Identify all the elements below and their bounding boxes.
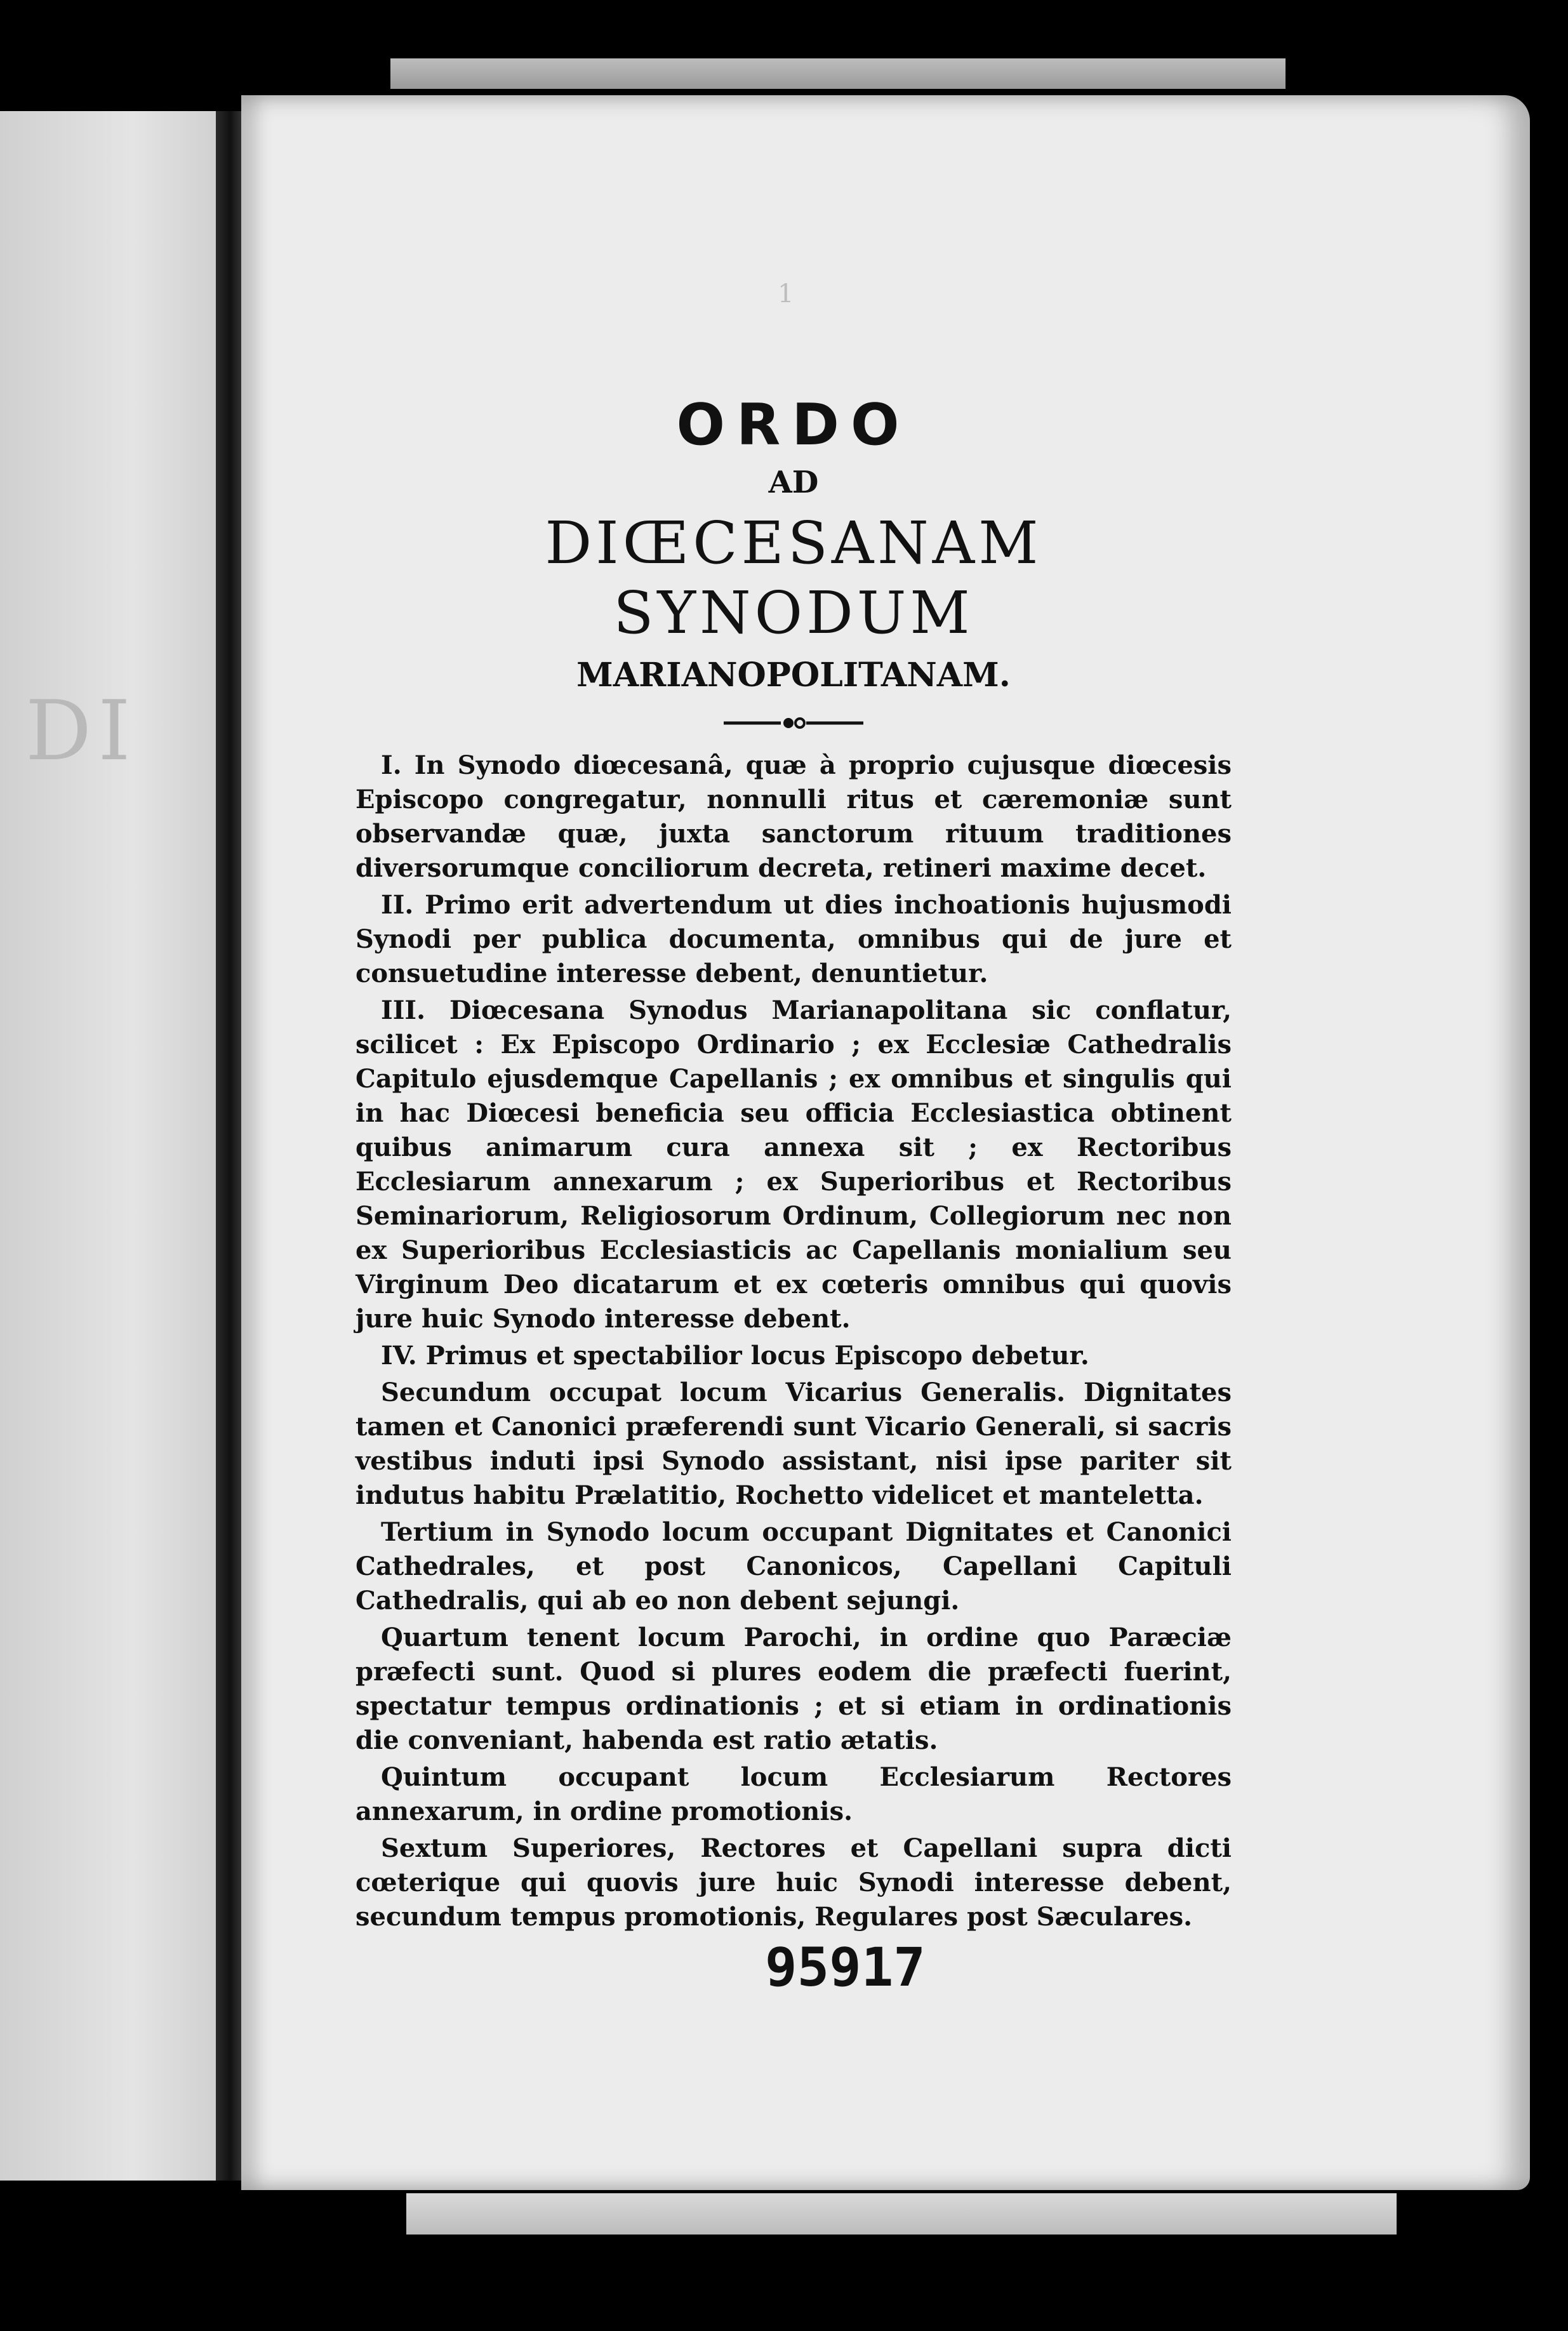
previous-page-edge — [0, 111, 222, 2181]
paragraph-6: Tertium in Synodo locum occupant Dignitates et Canonici Cathedrales, et post Canonicos, Capellani Capituli Cathedralis, qui ab eo non debent sejungi. — [355, 1517, 1232, 1616]
scan-bottom-strip — [406, 2193, 1397, 2235]
paragraph-5: Secundum occupat locum Vicarius Generalis. Dignitates tamen et Canonici præferendi sunt Vicario Generali, si sacris vestibus induti ipsi Synodo assistant, nisi ipse pariter sit indutus habitu Prælatitio, Rochetto videlicet et manteletta. — [355, 1378, 1232, 1510]
paragraph-4: IV. Primus et spectabilior locus Episcopo debetur. — [381, 1341, 1089, 1371]
paragraph-1: I. In Synodo diœcesanâ, quæ à proprio cujusque diœcesis Episcopo congregatur, nonnulli ritus et cæremoniæ sunt observandæ quæ, juxta sanctorum rituum traditiones diversorumque conciliorum decreta, retineri maxime decet. — [355, 750, 1232, 883]
document-title: ORDO — [676, 392, 911, 458]
previous-page-fragment: DI — [25, 682, 137, 779]
subtitle-place: MARIANOPOLITANAM. — [576, 656, 1011, 694]
ornament-divider-icon — [724, 710, 863, 736]
paragraph-3: III. Diœcesana Synodus Marianapolitana sic conflatur, scilicet : Ex Episcopo Ordinario ; ex Ecclesiæ Cathedralis Capitulo ejusdemque Capellanis ; ex omnibus et singulis qui in hac Diœcesi beneficia seu officia Ecclesiastica obtinent quibus animarum cura annexa sit ; ex Rectoribus Ecclesiarum annexarum ; ex Superioribus et Rectoribus Seminariorum, Religiosorum Ordinum, Collegiorum nec non ex Superioribus Ecclesiasticis ac Capellanis monialium seu Virginum Deo dicatarum et ex cœteris omnibus qui quovis jure huic Synodo interesse debent. — [355, 995, 1232, 1334]
paragraph-9: Sextum Superiores, Rectores et Capellani supra dicti cœterique qui quovis jure huic Synodi interesse debent, secundum tempus promotionis, Regulares post Sæculares. — [355, 1833, 1232, 1932]
catalog-number: 95917 — [765, 1936, 926, 1998]
scan-top-strip — [390, 58, 1286, 89]
paragraph-7: Quartum tenent locum Parochi, in ordine quo Paræciæ præfecti sunt. Quod si plures eodem die præfecti fuerint, spectatur tempus ordinationis ; et si etiam in ordinationis die conveniant, habenda est ratio ætatis. — [355, 1623, 1232, 1755]
book-spine — [216, 111, 244, 2181]
document-body — [355, 390, 1232, 1934]
paragraph-2: II. Primo erit advertendum ut dies inchoationis hujusmodi Synodi per publica documenta, omnibus qui de jure et consuetudine interesse debent, denuntietur. — [355, 890, 1232, 988]
subtitle-main: DIŒCESANAM SYNODUM — [545, 509, 1042, 647]
subtitle-ad: AD — [768, 465, 819, 500]
paragraph-8: Quintum occupant locum Ecclesiarum Rectores annexarum, in ordine promotionis. — [355, 1762, 1232, 1826]
page-number: 1 — [778, 279, 794, 309]
